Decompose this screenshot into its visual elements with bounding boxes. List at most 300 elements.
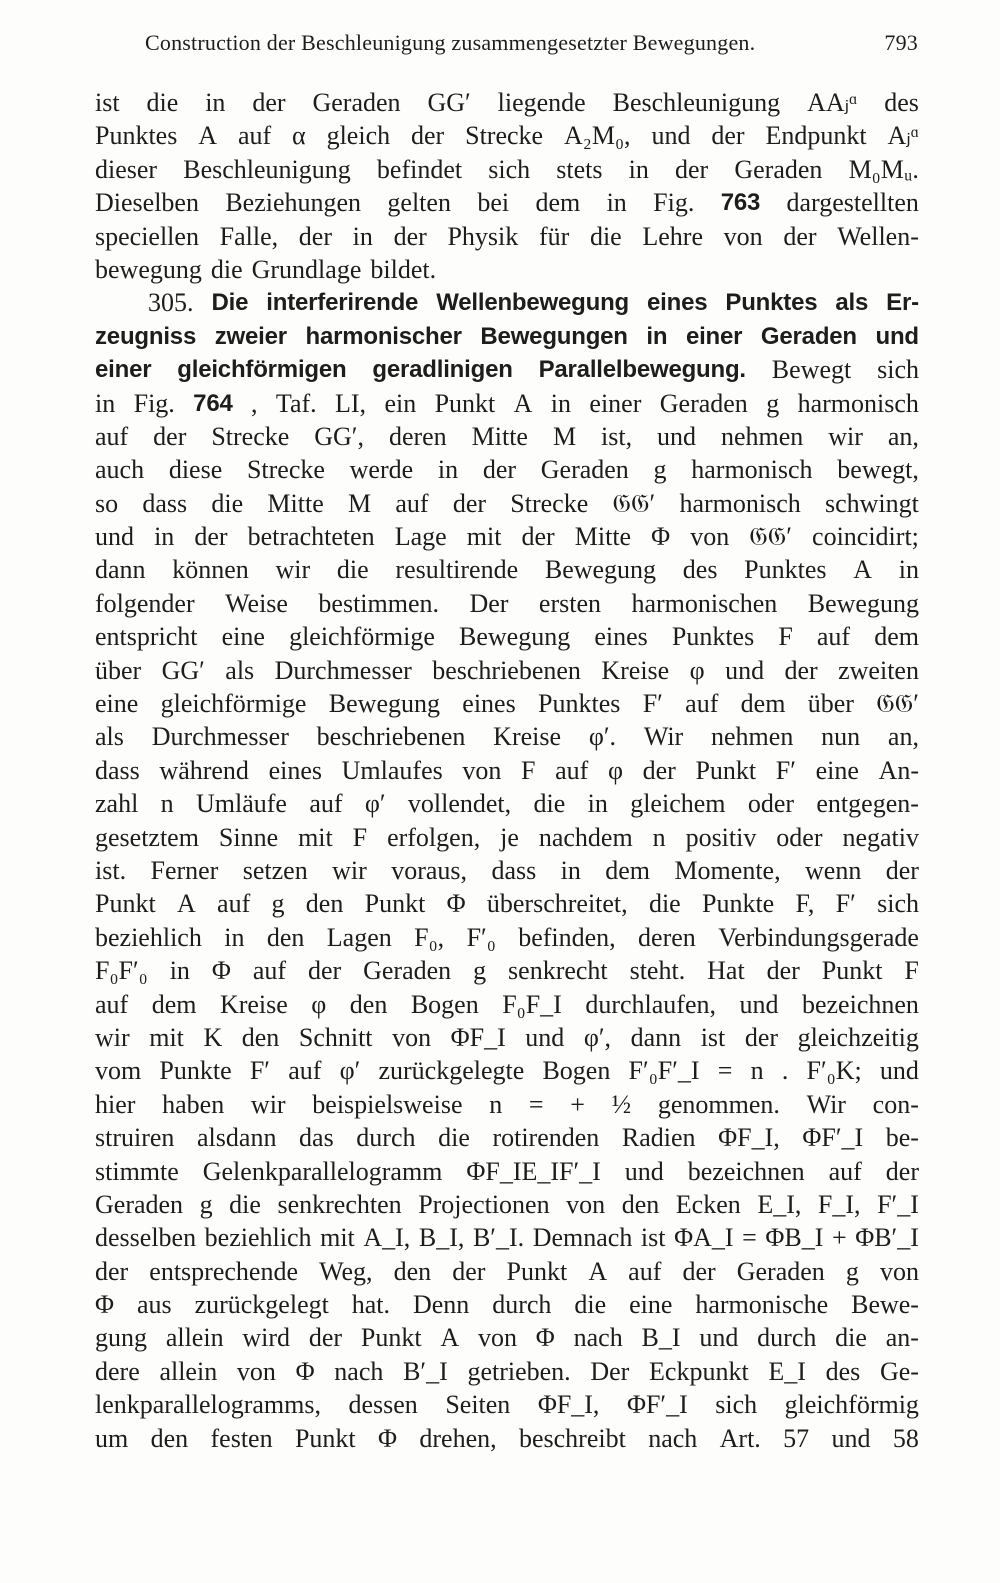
word: auf bbox=[555, 755, 589, 785]
word: nehmen bbox=[711, 722, 794, 752]
word: allein bbox=[165, 1323, 224, 1353]
word: der bbox=[885, 855, 919, 885]
word: oder bbox=[747, 789, 795, 819]
word: Grundlage bbox=[251, 254, 362, 284]
word: mit bbox=[466, 522, 502, 552]
word: ist bbox=[700, 1022, 726, 1052]
text-line bbox=[95, 587, 919, 620]
word: g bbox=[199, 1189, 213, 1219]
word: = bbox=[742, 1223, 757, 1253]
word: Bogen bbox=[542, 1056, 611, 1086]
word: oder bbox=[776, 822, 823, 852]
word: 764 bbox=[193, 389, 233, 417]
word: der bbox=[452, 488, 487, 518]
word: Geraden bbox=[659, 388, 748, 418]
word: Bewegungen bbox=[480, 322, 628, 350]
text-line bbox=[95, 1355, 919, 1388]
word: , bbox=[251, 388, 258, 418]
text-line bbox=[95, 1155, 919, 1188]
word: Bewegt bbox=[771, 355, 852, 385]
word: ersten bbox=[538, 588, 601, 618]
word: M₀Mᵤ. bbox=[848, 154, 919, 184]
word: beschriebenen bbox=[316, 722, 466, 752]
word: Φ bbox=[295, 1356, 315, 1386]
word: ΦF_I, bbox=[537, 1390, 600, 1420]
word: ist, bbox=[601, 421, 633, 451]
text-line bbox=[95, 854, 919, 887]
word: ΦB′_I bbox=[855, 1223, 919, 1253]
word: F_I, bbox=[817, 1189, 861, 1219]
word: schwingt bbox=[825, 488, 919, 518]
word: harmonisch bbox=[797, 388, 919, 418]
word: allein bbox=[159, 1356, 218, 1386]
word: der bbox=[766, 956, 800, 986]
word: zahl bbox=[95, 789, 139, 819]
word: n bbox=[750, 1056, 764, 1086]
word: dieser bbox=[95, 154, 158, 184]
word: Eckpunkt bbox=[649, 1356, 749, 1386]
word: Punkte bbox=[701, 889, 775, 919]
word: M bbox=[552, 421, 577, 451]
word: Denn bbox=[412, 1290, 470, 1320]
word: in bbox=[587, 789, 608, 819]
word: F bbox=[904, 956, 919, 986]
word: über bbox=[807, 689, 854, 719]
word: der bbox=[482, 455, 517, 485]
text-line bbox=[95, 754, 919, 787]
word: con- bbox=[872, 1089, 919, 1119]
word: eine bbox=[815, 755, 859, 785]
word: und bbox=[831, 1423, 871, 1453]
word: festen bbox=[210, 1423, 273, 1453]
word: so bbox=[95, 488, 119, 518]
word: in bbox=[437, 455, 459, 485]
word: die bbox=[648, 889, 681, 919]
word: GG′ bbox=[161, 655, 205, 685]
word: die bbox=[146, 88, 179, 117]
word: setzen bbox=[242, 855, 308, 885]
text-line bbox=[95, 186, 919, 219]
word: zweier bbox=[214, 322, 287, 350]
word: F₀F′₀ bbox=[95, 956, 148, 986]
word: und bbox=[699, 1323, 739, 1353]
word: A bbox=[198, 121, 218, 151]
word: Strecke bbox=[465, 121, 544, 151]
word: Projectionen bbox=[418, 1189, 550, 1219]
word: eines bbox=[462, 689, 516, 719]
word: den bbox=[266, 922, 305, 952]
word: stimmte bbox=[95, 1156, 179, 1186]
word: Aⱼᵅ bbox=[887, 121, 919, 151]
word: 58 bbox=[892, 1423, 919, 1453]
word: F′₀K; bbox=[806, 1056, 862, 1086]
word: dass bbox=[142, 488, 188, 518]
word: den bbox=[305, 889, 344, 919]
word: Sinne bbox=[218, 822, 279, 852]
word: der bbox=[153, 421, 187, 451]
text-line bbox=[95, 720, 919, 753]
word: wird bbox=[242, 1323, 291, 1353]
word: Mitte bbox=[574, 522, 632, 552]
word: 𝔊𝔊′ bbox=[612, 488, 656, 518]
word: der bbox=[521, 522, 555, 552]
word: auf bbox=[217, 889, 251, 919]
word: φ bbox=[311, 989, 327, 1019]
text-line bbox=[95, 86, 919, 119]
word: dere bbox=[95, 1356, 140, 1386]
word: der bbox=[95, 1256, 129, 1286]
text-line bbox=[95, 387, 919, 420]
word: von bbox=[392, 1022, 432, 1052]
word: Art. bbox=[719, 1423, 761, 1453]
word: durch bbox=[757, 1323, 817, 1353]
word: als bbox=[225, 655, 255, 685]
word: entspricht bbox=[95, 622, 198, 652]
word: Strecke bbox=[246, 455, 325, 485]
text-line bbox=[95, 153, 919, 186]
word: zweiten bbox=[838, 655, 919, 685]
text-line bbox=[95, 353, 919, 386]
word: interferirende bbox=[266, 289, 419, 317]
word: Gelenkparallelogramm bbox=[202, 1156, 443, 1186]
word: des bbox=[825, 1356, 861, 1386]
word: stets bbox=[556, 154, 603, 184]
word: harmonischen bbox=[631, 588, 778, 618]
word: Die bbox=[211, 289, 249, 317]
word: rotirenden bbox=[492, 1123, 600, 1153]
word: als bbox=[95, 722, 124, 752]
word: Er- bbox=[886, 289, 919, 317]
word: nach bbox=[334, 1356, 384, 1386]
word: g bbox=[271, 889, 285, 919]
word: harmonisch bbox=[679, 488, 801, 518]
word: wir bbox=[250, 1089, 286, 1119]
word: dem bbox=[605, 855, 651, 885]
word: hier bbox=[95, 1089, 136, 1119]
word: dargestellten bbox=[786, 188, 919, 218]
word: ΦF′_I bbox=[802, 1123, 864, 1153]
word: Bogen bbox=[410, 989, 479, 1019]
word: gleichförmigen bbox=[177, 356, 347, 384]
word: Φ bbox=[535, 1323, 555, 1353]
word: Durchmesser bbox=[151, 722, 289, 752]
word: = bbox=[717, 1056, 733, 1086]
word: Punkt bbox=[294, 1423, 356, 1453]
word: Ecken bbox=[675, 1189, 741, 1219]
word: liegende bbox=[497, 88, 586, 117]
word: eines bbox=[268, 755, 322, 785]
word: an- bbox=[885, 1323, 919, 1353]
word: und bbox=[525, 1022, 565, 1052]
word: auf bbox=[237, 121, 272, 151]
word: dem bbox=[874, 622, 919, 652]
word: Punkt bbox=[364, 889, 426, 919]
word: F, bbox=[795, 889, 815, 919]
word: Punktes bbox=[671, 622, 755, 652]
word: während bbox=[159, 755, 249, 785]
word: in bbox=[154, 522, 175, 552]
word: A bbox=[440, 1323, 460, 1353]
word: die bbox=[438, 1123, 470, 1153]
text-line bbox=[95, 1321, 919, 1354]
word: für bbox=[538, 221, 570, 251]
word: von bbox=[462, 755, 502, 785]
word: F′ bbox=[642, 689, 663, 719]
word: GG′, bbox=[314, 421, 364, 451]
word: den bbox=[241, 1022, 280, 1052]
word: Geraden bbox=[540, 455, 629, 485]
word: φ′, bbox=[583, 1022, 612, 1052]
word: die bbox=[835, 1323, 867, 1353]
word: ΦF_I, bbox=[718, 1123, 780, 1153]
word: φ bbox=[607, 755, 623, 785]
word: E_I bbox=[768, 1356, 806, 1386]
word: + bbox=[831, 1223, 847, 1253]
word: gleichförmige bbox=[160, 689, 307, 719]
word: harmonische bbox=[695, 1290, 829, 1320]
word: und bbox=[875, 322, 919, 350]
word: auf bbox=[95, 421, 129, 451]
text-line bbox=[95, 988, 919, 1021]
word: in bbox=[646, 322, 668, 350]
word: überschreitet, bbox=[486, 889, 628, 919]
word: der bbox=[675, 154, 709, 184]
word: F′ bbox=[249, 1056, 270, 1086]
word: und bbox=[739, 989, 779, 1019]
word: Weg, bbox=[319, 1256, 373, 1286]
word: auf bbox=[628, 1256, 662, 1286]
word: wenn bbox=[805, 855, 862, 885]
word: F′₀ bbox=[466, 922, 496, 952]
word: und bbox=[879, 1056, 919, 1086]
word: Hat bbox=[707, 956, 745, 986]
word: Punkt bbox=[360, 1323, 422, 1353]
word: als bbox=[835, 289, 869, 317]
word: durch bbox=[492, 1290, 552, 1320]
word: der bbox=[298, 221, 332, 251]
word: AAⱼᵅ bbox=[807, 88, 858, 117]
word: Geraden bbox=[736, 1256, 825, 1286]
word: senkrechten bbox=[277, 1189, 402, 1219]
word: in bbox=[95, 388, 116, 418]
word: negativ bbox=[842, 822, 919, 852]
word: dass bbox=[95, 755, 140, 785]
word: deren bbox=[388, 421, 447, 451]
text-line bbox=[95, 553, 919, 586]
text-line bbox=[95, 320, 919, 353]
word: Strecke bbox=[211, 421, 290, 451]
word: struiren bbox=[95, 1123, 175, 1153]
word: der bbox=[642, 755, 676, 785]
word: die bbox=[336, 555, 369, 585]
text-line bbox=[95, 487, 919, 520]
word: Φ bbox=[378, 1423, 398, 1453]
word: Demnach bbox=[532, 1223, 633, 1253]
word: und bbox=[624, 1156, 664, 1186]
text-line bbox=[95, 520, 919, 553]
word: um bbox=[95, 1423, 129, 1453]
word: des bbox=[884, 88, 919, 117]
word: voraus, bbox=[391, 855, 468, 885]
word: und bbox=[725, 655, 765, 685]
word: durchlaufen, bbox=[585, 989, 716, 1019]
word: B′_I. bbox=[472, 1223, 525, 1253]
word: erfolgen, bbox=[387, 822, 481, 852]
word: An- bbox=[878, 755, 919, 785]
word: Φ bbox=[651, 522, 671, 552]
word: auch bbox=[95, 455, 145, 485]
text-line bbox=[95, 1388, 919, 1421]
text-line bbox=[95, 1188, 919, 1221]
word: Strecke bbox=[510, 488, 589, 518]
word: be- bbox=[885, 1123, 919, 1153]
word: wir bbox=[275, 555, 311, 585]
running-header bbox=[145, 30, 918, 56]
word: harmonischer bbox=[305, 322, 462, 350]
word: F bbox=[778, 622, 793, 652]
word: Lagen bbox=[326, 922, 392, 952]
word: ein bbox=[384, 388, 417, 418]
word: der bbox=[308, 1323, 343, 1353]
word: der bbox=[744, 1022, 779, 1052]
word: φ bbox=[689, 655, 705, 685]
word: Ferner bbox=[150, 855, 219, 885]
word: A bbox=[176, 889, 196, 919]
word: mit bbox=[320, 1223, 355, 1253]
word: haben bbox=[162, 1089, 225, 1119]
word: φ′ bbox=[364, 789, 386, 819]
word: gleichem bbox=[630, 789, 726, 819]
word: die bbox=[589, 221, 622, 251]
word: Punktes bbox=[538, 689, 621, 719]
word: in bbox=[352, 221, 373, 251]
word: Fig. bbox=[133, 388, 175, 418]
word: befinden, bbox=[518, 922, 616, 952]
word: der bbox=[194, 522, 228, 552]
word: die bbox=[574, 1290, 607, 1320]
text-line bbox=[95, 654, 919, 687]
word: folgender bbox=[95, 588, 195, 618]
word: auf bbox=[828, 1156, 862, 1186]
word: Kreise bbox=[601, 655, 670, 685]
word: gelten bbox=[387, 188, 451, 218]
word: lenkparallelogramms, bbox=[95, 1390, 321, 1420]
word: g bbox=[473, 956, 487, 986]
word: drehen, bbox=[419, 1423, 497, 1453]
text-line bbox=[95, 220, 919, 253]
word: B_I, bbox=[418, 1223, 465, 1253]
word: zeugniss bbox=[95, 322, 197, 350]
word: Punktes bbox=[95, 121, 178, 151]
word: gleichförmig bbox=[784, 1390, 919, 1420]
word: Kreise bbox=[219, 989, 288, 1019]
word: n bbox=[489, 1089, 503, 1119]
word: zurückgelegt bbox=[194, 1290, 329, 1320]
page-number: 793 bbox=[884, 30, 918, 55]
word: F′_I bbox=[877, 1189, 919, 1219]
running-title: Construction der Beschleunigung zusammengesetzter Bewegungen. bbox=[145, 30, 756, 55]
word: ½ bbox=[611, 1089, 632, 1119]
word: werde bbox=[349, 455, 414, 485]
word: bei bbox=[477, 188, 510, 218]
word: beispielsweise bbox=[312, 1089, 463, 1119]
text-line bbox=[95, 1422, 919, 1455]
word: nach bbox=[573, 1323, 623, 1353]
word: bezeichnen bbox=[801, 989, 919, 1019]
word: Beschleunigung bbox=[612, 88, 781, 117]
word: den bbox=[150, 1423, 189, 1453]
word: von bbox=[723, 221, 763, 251]
word: Kreise bbox=[493, 722, 562, 752]
word: F bbox=[521, 755, 536, 785]
word: g bbox=[845, 1256, 859, 1286]
word: befindet bbox=[376, 154, 463, 184]
word: ΦF′_I bbox=[626, 1390, 688, 1420]
word: Verbindungsgerade bbox=[718, 922, 919, 952]
word: gleichförmige bbox=[289, 622, 435, 652]
word: coincidirt; bbox=[812, 522, 919, 552]
word: Bewegung bbox=[807, 588, 919, 618]
word: Punktes bbox=[744, 555, 827, 585]
word: F bbox=[352, 822, 368, 852]
word: Falle, bbox=[219, 221, 279, 251]
word: in bbox=[898, 555, 919, 585]
text-line bbox=[95, 954, 919, 987]
word: Lehre bbox=[642, 221, 703, 251]
word: F′ bbox=[835, 889, 856, 919]
word: 305. bbox=[148, 288, 194, 318]
word: wir bbox=[95, 1022, 130, 1052]
word: Wellenbewegung bbox=[436, 289, 629, 317]
word: sich bbox=[488, 154, 531, 184]
word: und bbox=[651, 121, 691, 151]
word: dem bbox=[740, 689, 786, 719]
word: geradlinigen bbox=[372, 356, 513, 384]
word: die bbox=[211, 488, 244, 518]
word: gesetztem bbox=[95, 822, 199, 852]
text-line bbox=[95, 620, 919, 653]
word: bildet. bbox=[370, 254, 437, 284]
word: durch bbox=[356, 1123, 416, 1153]
word: nun bbox=[821, 722, 861, 752]
word: nach bbox=[648, 1423, 698, 1453]
word: von bbox=[690, 522, 730, 552]
word: wir bbox=[828, 421, 863, 451]
word: . bbox=[781, 1056, 789, 1086]
word: Endpunkt bbox=[765, 121, 867, 151]
word: Punkt bbox=[695, 755, 757, 785]
word: φ′. bbox=[588, 722, 617, 752]
word: entgegen- bbox=[816, 789, 919, 819]
word: Geraden bbox=[312, 88, 401, 117]
word: A₂M₀, bbox=[564, 121, 631, 151]
word: n bbox=[160, 789, 174, 819]
word: Punkte bbox=[159, 1056, 232, 1086]
word: Φ bbox=[211, 956, 231, 986]
word: der bbox=[682, 1256, 716, 1286]
word: den bbox=[393, 1256, 432, 1286]
word: der bbox=[784, 655, 818, 685]
word: 763 bbox=[720, 189, 761, 217]
word: der bbox=[307, 956, 342, 986]
word: auf bbox=[95, 989, 129, 1019]
word: von bbox=[566, 1189, 606, 1219]
word: sich bbox=[877, 355, 919, 385]
text-line bbox=[95, 887, 919, 920]
word: diese bbox=[168, 455, 223, 485]
word: der bbox=[252, 88, 286, 117]
word: dessen bbox=[348, 1390, 418, 1420]
